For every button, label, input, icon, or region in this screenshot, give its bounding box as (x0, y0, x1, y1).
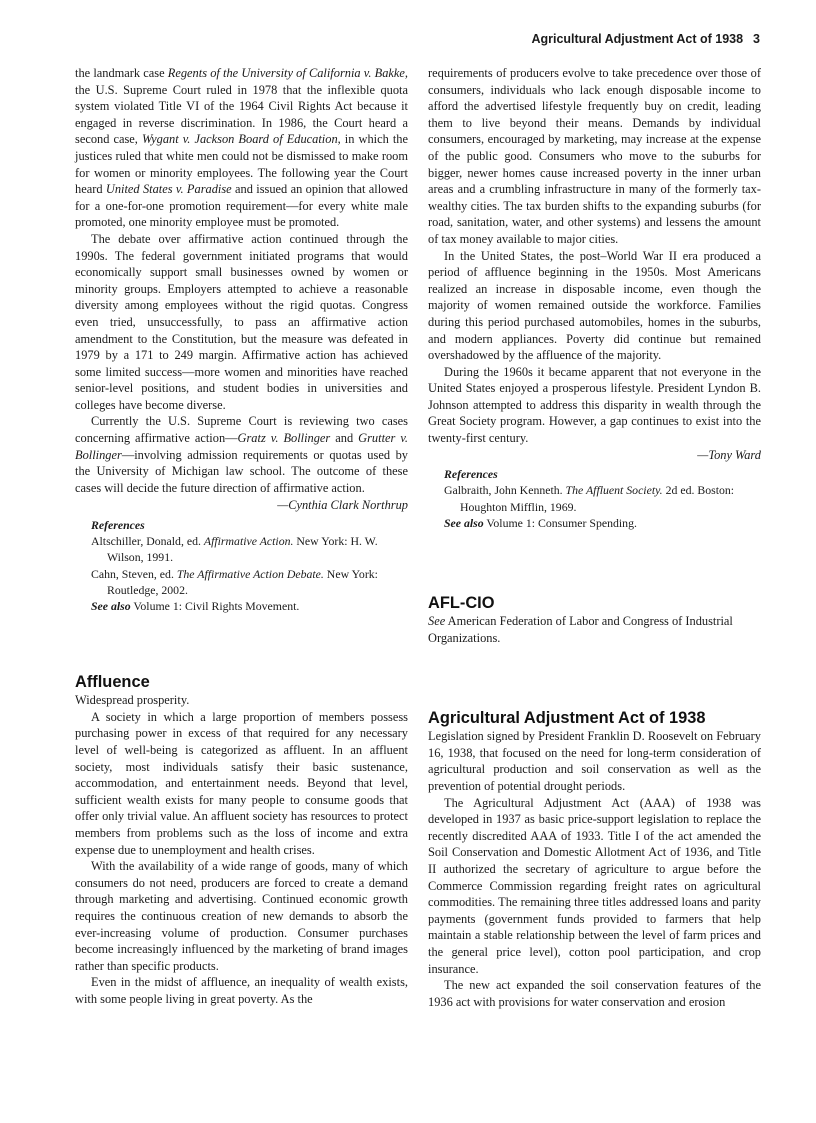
body-paragraph: A society in which a large proportion of members possess purchasing power in excess of that required for any necessary level of well-being is categorized as affluent. In an affluent society, most individuals satisfy their basic sustenance, accommodation, and entertainment needs. Beyond that level, sufficient wealth exists for many people to consume goods that offer only trivial value. An affluent society has resources to protect members from problems such as the loss of income and extra expense due to unemployment and health crises. (75, 709, 408, 857)
see-label: See (428, 614, 446, 629)
text-run: Galbraith, John Kenneth. (444, 483, 566, 498)
italic-title: Grutter v. Bollinger (75, 431, 409, 462)
reference-entry (91, 533, 408, 565)
cross-reference (428, 613, 761, 646)
reference-entry (91, 566, 408, 598)
references-block (91, 517, 408, 614)
body-paragraph: The debate over affirmative action continued through the 1990s. The federal government initiated programs that would economically support small businesses owned by women or minority groups. Employers attempted to achieve a reasonable diversity among employees without the rigid quotas. Congress even tried, unsuccessfully, to pass an affirmative action amendment to the Constitution, but the measure was defeated in 1979 by a 171 to 249 margin. Affirmative action has achieved some limited success—more women and minorities have reached senior-level positions, and student bodies in universities and colleges have become diverse. (75, 231, 408, 412)
text-run: New York: H. W. Wilson, 1991. (107, 534, 378, 565)
body-paragraph: With the availability of a wide range of goods, many of which consumers do not need, producers are forced to create a demand through marketing and advertising. Continued economic growth requires the continuous creation of new demands to absorb the ever-increasing volume of production. Consumer purchases become increasingly influenced by the marketing of brand images rather than specific products. (75, 859, 408, 973)
references-heading: References (444, 467, 498, 482)
body-paragraph (75, 65, 408, 231)
running-title: Agricultural Adjustment Act of 1938 (531, 32, 744, 46)
running-head (531, 32, 760, 46)
body-paragraph: The Agricultural Adjustment Act (AAA) of 1938 was developed in 1937 as basic price-support legislation to replace the recently discredited AAA of 1933. Title I of the act amended the Soil Conservation and Domestic Allotment Act of 1936, and Title II authorized the secretary of agriculture to argue before the Commerce Commission regarding freight rates on agricultural commodities. The remaining three titles addressed loans and parity payments (government funds provided to farmers that help maintain a stable relationship between the level of farm prices and the general price level), cotton pool participation, and crop insurance. (428, 795, 761, 976)
italic-title: United States v. Paradise (105, 182, 232, 197)
see-also (91, 598, 408, 614)
author-credit: —Cynthia Clark Northrup (277, 498, 408, 513)
body-paragraph: During the 1960s it became apparent that not everyone in the United States enjoyed a prosperous lifestyle. President Lyndon B. Johnson attempted to address this disparity in wealth through the Great Society program. However, a gap continues to exist into the twenty-first century. (428, 364, 761, 446)
text-run: and issued an opinion that allowed for a one-for-one promotion requirement—for every white male promoted, one minority employee must be promoted. (75, 182, 409, 230)
see-also-label: See also (444, 515, 484, 530)
italic-title: The Affluent Society. (565, 483, 663, 498)
right-column (428, 65, 761, 1010)
text-run: —involving admission requirements or quotas used by the University of Michigan law school. The outcome of these cases will decide the future direction of affirmative action. (75, 447, 408, 495)
left-column (75, 65, 408, 1008)
references-block (444, 466, 761, 531)
text-run: in which the justices ruled that white men could not be dismissed to make room for women or minority employees. The following year the Court heard (75, 132, 408, 197)
text-run: New York: Routledge, 2002. (107, 566, 378, 597)
text-run: 2d ed. Boston: Houghton Mifflin, 1969. (460, 483, 735, 514)
text-run: Altschiller, Donald, ed. (91, 534, 204, 549)
see-also-text: Volume 1: Civil Rights Movement. (130, 599, 300, 614)
body-paragraph: The new act expanded the soil conservation features of the 1936 act with provisions for water conservation and erosion (428, 978, 761, 1009)
reference-entry (444, 482, 761, 514)
body-paragraph: Even in the midst of affluence, an inequality of wealth exists, with some people living in great poverty. As the (75, 975, 408, 1006)
definition: Widespread prosperity. (75, 693, 190, 708)
text-run: Cahn, Steven, ed. (91, 566, 177, 581)
references-heading: References (91, 518, 145, 533)
entry-title-afl-cio: AFL-CIO (428, 594, 495, 613)
italic-title: Regents of the University of California v. Bakke, (167, 66, 408, 80)
definition: Legislation signed by President Franklin D. Roosevelt on February 16, 1938, that focused on the need for long-term consideration of agricultural production and soil conservation as well as the prevention of potential drought periods. (428, 729, 761, 794)
body-paragraph (75, 413, 408, 496)
italic-title: The Affirmative Action Debate. (176, 566, 324, 581)
italic-title: Affirmative Action. (203, 534, 294, 549)
text-run: Currently the U.S. Supreme Court is reviewing two cases concerning affirmative action— (75, 414, 408, 446)
author-credit: —Tony Ward (697, 447, 761, 462)
see-also-label: See also (91, 599, 131, 614)
body-paragraph: requirements of producers evolve to take precedence over those of consumers, individuals who lack enough disposable income to afford the advertised lifestyle frequently buy on credit, leading them to live beyond their means. Demands by individual consumers, encouraged by marketing, may increase at the expense of the public good. Consumers who move to the suburbs for bigger, newer homes cause increased poverty in the inner urban areas and a crumbling infrastructure in many of the formerly tax-wealthy cities. The tax burden shifts to the expanding suburbs (for road, sanitation, water, and other systems) and lessens the amount of tax money available to major cities. (428, 66, 761, 246)
page-number: 3 (753, 32, 760, 46)
italic-title: Wygant v. Jackson Board of Education, (141, 132, 341, 147)
see-text: American Federation of Labor and Congress of Industrial Organizations. (428, 614, 733, 645)
see-also-text: Volume 1: Consumer Spending. (483, 515, 637, 530)
see-also (444, 515, 761, 531)
text-run: the landmark case (75, 66, 168, 80)
entry-title-affluence: Affluence (75, 673, 150, 692)
entry-title-aaa-1938: Agricultural Adjustment Act of 1938 (428, 709, 706, 728)
text-run: the U.S. Supreme Court ruled in 1978 that the inflexible quota system violated Title VI of the 1964 Civil Rights Act because it engaged in reverse discrimination. In 1986, the Court heard a second case, (75, 82, 408, 147)
italic-title: Gratz v. Bollinger (237, 431, 331, 446)
body-paragraph: In the United States, the post–World War II era produced a period of affluence beginning in the 1950s. Most Americans realized an increase in disposable income, even though the majority of women remained outside the workforce. Families during this period purchased automobiles, homes in the suburbs, and modern appliances. Poverty did continue but remained overshadowed by the affluence of the majority. (428, 248, 761, 363)
text-run: and (330, 431, 359, 446)
